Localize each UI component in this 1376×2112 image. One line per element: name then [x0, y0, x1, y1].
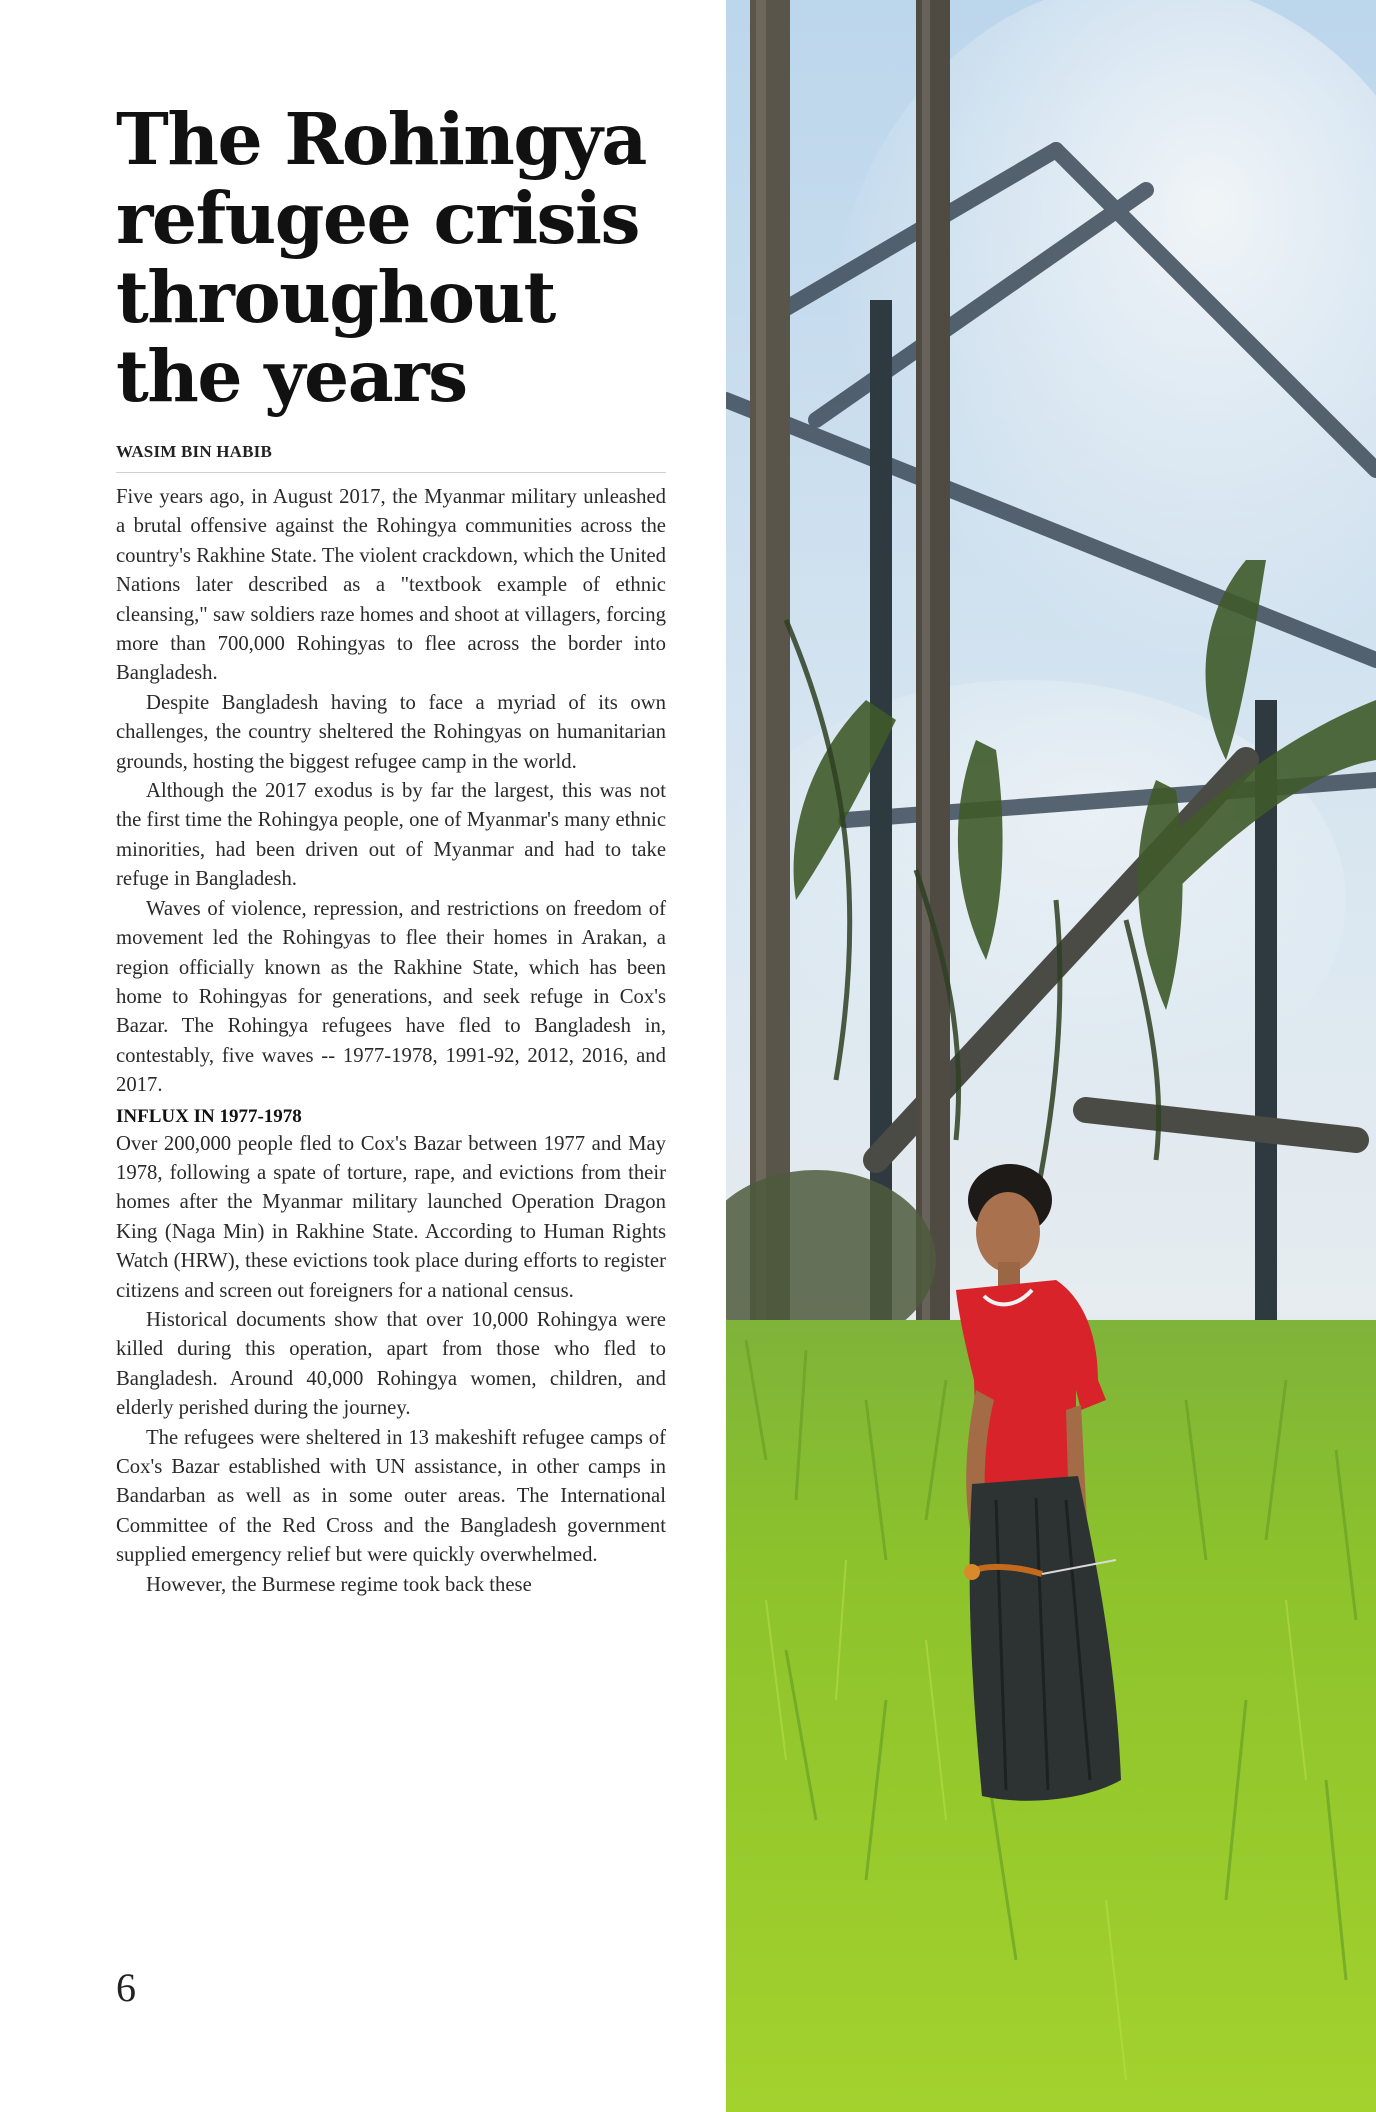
headline-line: refugee crisis — [116, 176, 639, 260]
body-paragraph: The refugees were sheltered in 13 makeshift refugee camps of Cox's Bazar established with UN assistance, in other camps in Bandarban as well as in some outer areas. The International Committee of the Red Cross and the Bangladesh government supplied emergency relief but were quickly overwhelmed. — [116, 1426, 666, 1567]
article-column — [116, 97, 666, 1600]
body-paragraph: Despite Bangladesh having to face a myriad of its own challenges, the country sheltered the Rohingyas on humanitarian grounds, hosting the biggest refugee camp in the world. — [116, 691, 666, 773]
headline-line: throughout — [116, 255, 555, 339]
body-paragraph: Five years ago, in August 2017, the Myanmar military unleashed a brutal offensive against the Rohingya communities across the country's Rakhine State. The violent crackdown, which the United Nations later described as a "textbook example of ethnic cleansing," saw soldiers raze homes and shoot at villagers, forcing more than 700,000 Rohingyas to flee across the border into Bangladesh. — [116, 486, 666, 685]
body-paragraph: Although the 2017 exodus is by far the largest, this was not the first time the Rohingya people, one of Myanmar's many ethnic minorities, had been driven out of Myanmar and had to take refuge in Bangladesh. — [116, 780, 666, 891]
article-photo — [726, 0, 1376, 2112]
body-paragraph: Historical documents show that over 10,000 Rohingya were killed during this operation, apart from those who fled to Bangladesh. Around 40,000 Rohingya women, children, and elderly perished during the journey. — [116, 1308, 666, 1420]
headline-line: the years — [116, 334, 467, 418]
article-byline: WASIM BIN HABIB — [116, 442, 666, 473]
photo-illustration — [726, 0, 1376, 2112]
page-number: 6 — [116, 1965, 136, 2010]
body-paragraph: However, the Burmese regime took back these — [146, 1573, 532, 1596]
body-paragraph: Over 200,000 people fled to Cox's Bazar between 1977 and May 1978, following a spate of torture, rape, and evictions from their homes after the Myanmar military launched Operation Dragon King (Naga Min) in Rakhine State. According to Human Rights Watch (HRW), these evictions took place during efforts to register citizens and screen out foreigners for a national census. — [116, 1132, 666, 1302]
headline-line: The Rohingya — [116, 97, 646, 181]
article-headline — [116, 97, 666, 418]
body-paragraph: Waves of violence, repression, and restrictions on freedom of movement led the Rohingyas to flee their homes in Arakan, a region officially known as the Rakhine State, which has been home to Rohingyas for generations, and seek refuge in Cox's Bazar. The Rohingya refugees have fled to Bangladesh in, contestably, five waves -- 1977-1978, 1991-92, 2012, 2016, and 2017. — [116, 897, 666, 1097]
section-subhead: INFLUX IN 1977-1978 — [116, 1105, 302, 1127]
palm-trunk — [916, 0, 950, 1320]
article-body — [116, 483, 666, 1600]
